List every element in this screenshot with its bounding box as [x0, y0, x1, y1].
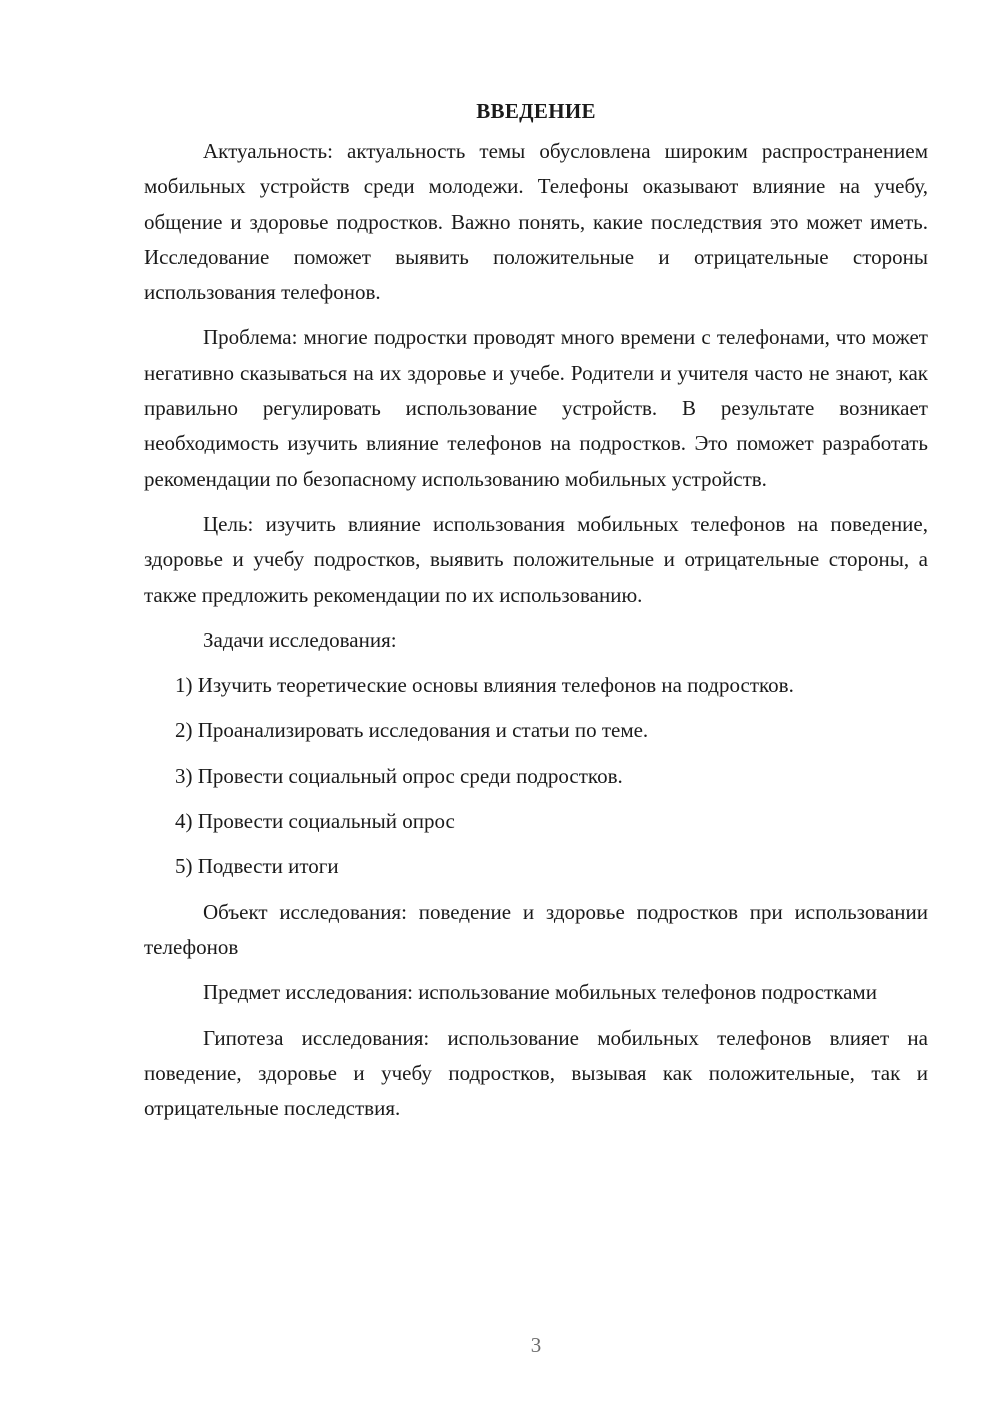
task-item: 5) Подвести итоги [175, 854, 339, 879]
page-title: ВВЕДЕНИЕ [476, 99, 596, 123]
goal-paragraph: Цель: изучить влияние использования мобильных телефонов на поведение, здоровье и учебу подростков, выявить положительные и отрицательные стороны, а также предложить рекомендации по их использованию. [144, 511, 928, 607]
problem-paragraph: Проблема: многие подростки проводят много времени с телефонами, что может негативно сказываться на их здоровье и учебе. Родители и учителя часто не знают, как правильно регулировать использование устройств. В результате возникает необходимость изучить влияние телефонов на подростков. Это поможет разработать рекомендации по безопасному использованию мобильных устройств. [144, 325, 928, 491]
tasks-list [144, 668, 928, 884]
task-item: 1) Изучить теоретические основы влияния телефонов на подростков. [175, 673, 794, 698]
tasks-heading: Задачи исследования: [203, 627, 397, 652]
page-content [144, 96, 928, 1136]
task-item: 4) Провести социальный опрос [175, 809, 455, 834]
task-item: 3) Провести социальный опрос среди подростков. [175, 763, 623, 788]
hypothesis-paragraph: Гипотеза исследования: использование мобильных телефонов влияет на поведение, здоровье и учебу подростков, вызывая как положительные, так и отрицательные последствия. [144, 1025, 928, 1121]
page-number: 3 [530, 1333, 542, 1357]
task-item: 2) Проанализировать исследования и статьи по теме. [175, 718, 649, 743]
object-paragraph: Объект исследования: поведение и здоровье подростков при использовании телефонов [144, 899, 928, 959]
relevance-paragraph: Актуальность: актуальность темы обусловлена широким распространением мобильных устройств среди молодежи. Телефоны оказывают влияние на учебу, общение и здоровье подростков. Важно понять, какие последствия это может иметь. Исследование поможет выявить положительные и отрицательные стороны использования телефонов. [144, 139, 928, 305]
subject-paragraph: Предмет исследования: использование мобильных телефонов подростками [203, 980, 877, 1005]
